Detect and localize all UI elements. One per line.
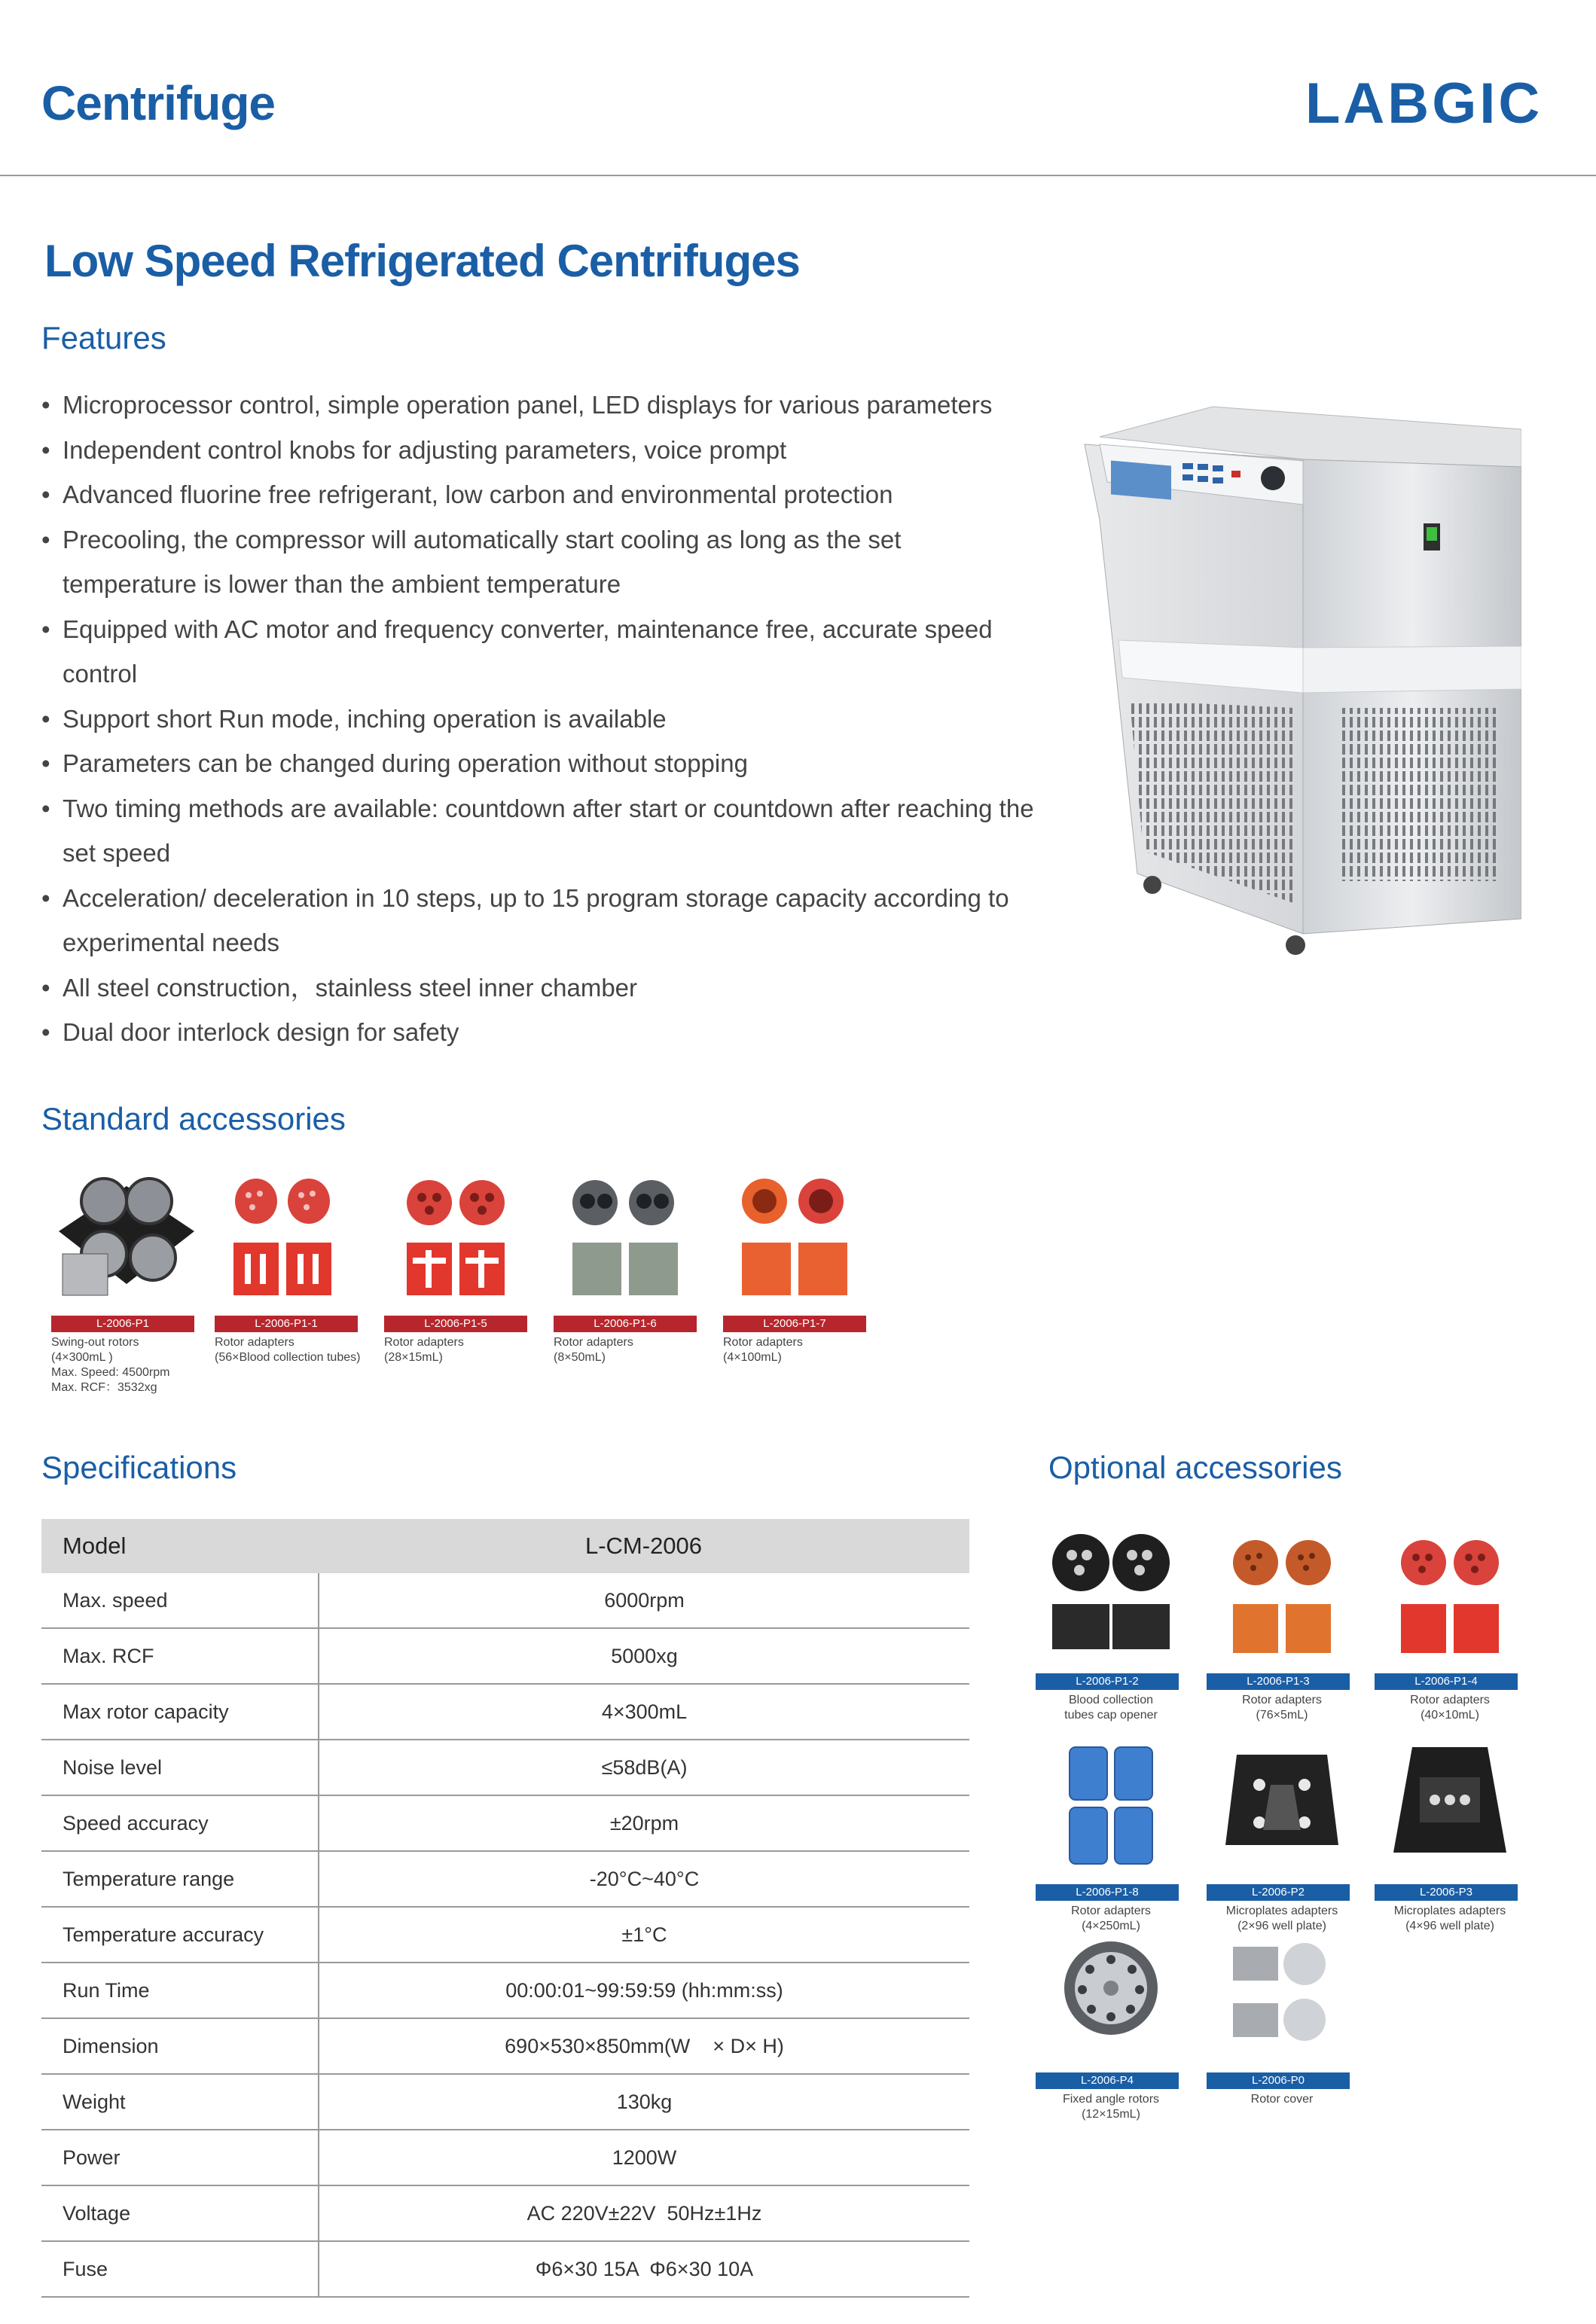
spec-value: 1200W [319, 2130, 969, 2185]
accessory-desc: Rotor adapters (4×100mL) [723, 1336, 803, 1364]
feature-item: • Equipped with AC motor and frequency converter, maintenance free, accurate speed control [41, 607, 1036, 697]
feature-item: • Precooling, the compressor will automatically start cooling as long as the set temperature is lower than the ambient temperature [41, 517, 1036, 607]
accessory-code: L-2006-P1-5 [384, 1316, 527, 1332]
standard-accessory-card [215, 1171, 365, 1365]
specifications-table [41, 1519, 969, 2298]
features-list [41, 383, 1036, 1055]
spec-value: 690×530×850mm(W × D× H) [319, 2018, 969, 2074]
spec-label: Voltage [41, 2185, 319, 2241]
microplate-adapter-image [1375, 1740, 1525, 1871]
feature-item: • Acceleration/ deceleration in 10 steps, up to 15 program storage capacity according to experimental needs [41, 876, 1036, 965]
rotor-adapter-image [1207, 1529, 1357, 1661]
spec-label: Fuse [41, 2241, 319, 2297]
standard-accessory-card [554, 1171, 704, 1365]
standard-accessory-card [384, 1171, 535, 1365]
spec-label: Temperature range [41, 1851, 319, 1907]
spec-value: 130kg [319, 2074, 969, 2130]
spec-label: Temperature accuracy [41, 1907, 319, 1963]
fixed-angle-rotor-image [1036, 1928, 1186, 2060]
microplate-adapter-image [1207, 1740, 1357, 1871]
brand-logo: LABGIC [1305, 72, 1543, 136]
centrifuge-product-image [1054, 392, 1521, 964]
product-title: Low Speed Refrigerated Centrifuges [44, 236, 800, 286]
optional-accessories-heading: Optional accessories [1048, 1450, 1342, 1485]
rotor-adapter-image [215, 1171, 365, 1303]
optional-accessory-card [1375, 1529, 1525, 1723]
accessory-desc: Rotor adapters (28×15mL) [384, 1336, 464, 1364]
rotor-adapter-image [723, 1171, 874, 1303]
spec-value: AC 220V±22V 50Hz±1Hz [319, 2185, 969, 2241]
model-label: Model [41, 1519, 319, 1573]
doc-title: Centrifuge [41, 76, 275, 130]
feature-item: • Two timing methods are available: countdown after start or countdown after reaching the set speed [41, 786, 1036, 876]
optional-accessory-card [1036, 1928, 1186, 2122]
spec-label: Dimension [41, 2018, 319, 2074]
spec-label: Weight [41, 2074, 319, 2130]
spec-label: Noise level [41, 1740, 319, 1795]
cap-opener-image [1036, 1529, 1186, 1661]
feature-item: • Parameters can be changed during operation without stopping [41, 741, 1036, 786]
accessory-desc: Rotor adapters (76×5mL) [1242, 1694, 1322, 1722]
feature-item: • Advanced fluorine free refrigerant, low carbon and environmental protection [41, 472, 1036, 517]
feature-item: • Independent control knobs for adjusting parameters, voice prompt [41, 428, 1036, 473]
rotor-adapter-image [384, 1171, 535, 1303]
accessory-code: L-2006-P1-3 [1207, 1673, 1350, 1690]
optional-accessory-card [1207, 1740, 1357, 1934]
swing-out-rotor-image [51, 1171, 202, 1303]
spec-value: 5000xg [319, 1628, 969, 1684]
spec-label: Max. RCF [41, 1628, 319, 1684]
table-row [41, 1907, 969, 1963]
table-row [41, 1795, 969, 1851]
table-row [41, 2074, 969, 2130]
feature-item: • Microprocessor control, simple operation panel, LED displays for various parameters [41, 383, 1036, 428]
accessory-code: L-2006-P1-7 [723, 1316, 866, 1332]
spec-value: 00:00:01~99:59:59 (hh:mm:ss) [319, 1963, 969, 2018]
accessory-desc: Microplates adapters (4×96 well plate) [1393, 1905, 1506, 1932]
accessory-desc: Blood collection tubes cap opener [1064, 1694, 1158, 1722]
spec-value: Φ6×30 15A Φ6×30 10A [319, 2241, 969, 2297]
header-divider [0, 175, 1596, 176]
accessory-desc: Rotor cover [1250, 2093, 1314, 2106]
spec-label: Run Time [41, 1963, 319, 2018]
feature-item: • All steel construction，stainless steel inner chamber [41, 965, 1036, 1011]
accessory-code: L-2006-P1-6 [554, 1316, 697, 1332]
spec-value: 4×300mL [319, 1684, 969, 1740]
table-row [41, 2018, 969, 2074]
spec-value: ±1°C [319, 1907, 969, 1963]
table-header-row [41, 1519, 969, 1573]
accessory-desc: Rotor adapters (56×Blood collection tubes) [215, 1336, 361, 1364]
optional-accessory-card [1036, 1529, 1186, 1723]
rotor-adapter-image [1375, 1529, 1525, 1661]
accessory-code: L-2006-P4 [1036, 2072, 1179, 2089]
optional-accessory-card [1036, 1740, 1186, 1934]
accessory-desc: Rotor adapters (8×50mL) [554, 1336, 633, 1364]
accessory-code: L-2006-P1-2 [1036, 1673, 1179, 1690]
model-value: L-CM-2006 [319, 1519, 969, 1573]
table-row [41, 1963, 969, 2018]
standard-accessory-card [51, 1171, 202, 1395]
standard-accessory-card [723, 1171, 874, 1365]
table-row [41, 1740, 969, 1795]
accessory-code: L-2006-P3 [1375, 1884, 1518, 1901]
features-heading: Features [41, 320, 166, 355]
accessory-desc: Swing-out rotors (4×300mL ) Max. Speed: 4500rpm Max. RCF：3532xg [51, 1336, 170, 1394]
accessory-code: L-2006-P1-4 [1375, 1673, 1518, 1690]
optional-accessory-card [1375, 1740, 1525, 1934]
optional-accessory-card [1207, 1529, 1357, 1723]
accessory-code: L-2006-P1-8 [1036, 1884, 1179, 1901]
spec-value: ≤58dB(A) [319, 1740, 969, 1795]
spec-value: ±20rpm [319, 1795, 969, 1851]
spec-label: Speed accuracy [41, 1795, 319, 1851]
spec-label: Power [41, 2130, 319, 2185]
table-row [41, 2241, 969, 2297]
spec-label: Max rotor capacity [41, 1684, 319, 1740]
table-row [41, 2130, 969, 2185]
table-row [41, 1628, 969, 1684]
accessory-code: L-2006-P0 [1207, 2072, 1350, 2089]
accessory-desc: Rotor adapters (40×10mL) [1410, 1694, 1490, 1722]
accessory-code: L-2006-P2 [1207, 1884, 1350, 1901]
table-row [41, 2185, 969, 2241]
spec-value: -20°C~40°C [319, 1851, 969, 1907]
table-row [41, 1684, 969, 1740]
spec-label: Max. speed [41, 1573, 319, 1628]
rotor-adapter-image [554, 1171, 704, 1303]
standard-accessories-heading: Standard accessories [41, 1101, 346, 1136]
optional-accessory-card [1207, 1928, 1357, 2107]
accessory-desc: Rotor adapters (4×250mL) [1071, 1905, 1151, 1932]
feature-item: • Support short Run mode, inching operation is available [41, 697, 1036, 742]
specifications-heading: Specifications [41, 1450, 237, 1485]
accessory-code: L-2006-P1-1 [215, 1316, 358, 1332]
accessory-desc: Microplates adapters (2×96 well plate) [1225, 1905, 1338, 1932]
table-row [41, 1573, 969, 1628]
rotor-cover-image [1207, 1928, 1357, 2060]
rotor-adapter-image [1036, 1740, 1186, 1871]
accessory-desc: Fixed angle rotors (12×15mL) [1062, 2093, 1160, 2121]
feature-item: • Dual door interlock design for safety [41, 1010, 1036, 1055]
spec-value: 6000rpm [319, 1573, 969, 1628]
accessory-code: L-2006-P1 [51, 1316, 194, 1332]
table-row [41, 1851, 969, 1907]
